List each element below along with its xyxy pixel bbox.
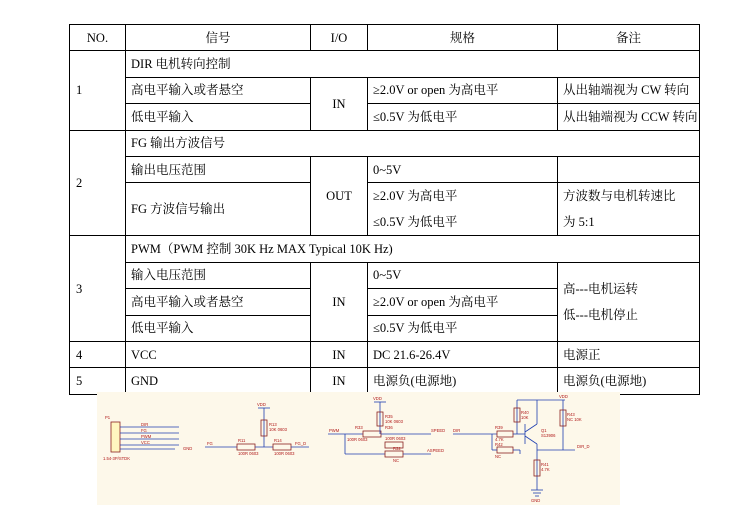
note-cell: 电源负(电源地)	[558, 368, 700, 394]
io-cell: OUT	[311, 156, 368, 235]
note-cell: 从出轴端视为 CCW 转向	[558, 104, 700, 130]
row-number: 2	[70, 130, 126, 236]
resistor-value: NC	[393, 458, 400, 463]
resistor-value: 4.7K	[541, 467, 550, 472]
resistor-value: NC	[495, 454, 502, 459]
table-row	[70, 236, 700, 262]
section-title: PWM（PWM 控制 30K Hz MAX Typical 10K Hz)	[126, 236, 700, 262]
resistor-ref: R32	[393, 446, 401, 451]
resistor-value: 4.7K	[495, 437, 504, 442]
table-row	[70, 368, 700, 394]
table-row	[70, 156, 700, 182]
resistor-r36	[385, 451, 403, 457]
section-title: FG 输出方波信号	[126, 130, 700, 156]
spec-cell: ≤0.5V 为低电平	[368, 104, 558, 130]
note-line: 低---电机停止	[563, 307, 638, 322]
resistor-ref: R39	[495, 425, 503, 430]
signal-cell: 高电平输入或者悬空	[126, 289, 311, 315]
signal-spec-table-wrapper	[69, 24, 699, 395]
resistor-value: 100R 0603	[385, 436, 406, 441]
net-label-fg-d: FG_D	[295, 441, 307, 446]
resistor-ref: R14	[274, 438, 282, 443]
vdd-label: VDD	[373, 396, 382, 401]
note-cell	[558, 156, 700, 182]
circuit-schematic	[97, 392, 620, 505]
resistor-value: 100R 0603	[274, 451, 295, 456]
row-number: 4	[70, 341, 126, 367]
header-io: I/O	[311, 25, 368, 51]
signal-cell: GND	[126, 368, 311, 394]
resistor-value: 100R 0603	[347, 437, 368, 442]
table-row	[70, 77, 700, 103]
note-line: 方波数与电机转速比	[563, 189, 676, 204]
row-number: 1	[70, 51, 126, 130]
io-cell: IN	[311, 341, 368, 367]
net-label-fg: FG	[207, 441, 213, 446]
header-signal: 信号	[126, 25, 311, 51]
net-label-dir-d: DIR_D	[577, 444, 590, 449]
resistor-r14	[273, 444, 291, 450]
resistor-r42	[497, 447, 513, 453]
table-row	[70, 183, 700, 236]
table-row	[70, 51, 700, 77]
connector-pin-label: DIR	[141, 422, 149, 427]
table-row	[70, 104, 700, 130]
connector-pin-label: PWM	[141, 434, 152, 439]
signal-cell: 输入电压范围	[126, 262, 311, 288]
spec-line: ≤0.5V 为低电平	[373, 215, 458, 230]
io-cell: IN	[311, 262, 368, 341]
net-label-pwm: PWM	[329, 428, 340, 433]
note-cell	[558, 183, 700, 236]
connector-pin-label: FG	[141, 428, 147, 433]
table-header-row	[70, 25, 700, 51]
note-cell	[558, 262, 700, 341]
note-cell: 从出轴端视为 CW 转向	[558, 77, 700, 103]
resistor-ref: R43	[567, 412, 575, 417]
resistor-value: 10K	[521, 415, 529, 420]
resistor-value: 10K 0603	[269, 427, 287, 432]
vdd-label: VDD	[559, 394, 568, 399]
transistor-ref: Q1	[541, 428, 547, 433]
spec-cell: ≥2.0V or open 为高电平	[368, 77, 558, 103]
resistor-ref: R41	[541, 462, 549, 467]
row-number: 3	[70, 236, 126, 342]
note-cell: 电源正	[558, 341, 700, 367]
gnd-label: GND	[183, 446, 193, 451]
spec-cell: 0~5V	[368, 156, 558, 182]
table-row	[70, 130, 700, 156]
connector-ref: P1	[105, 415, 111, 420]
signal-cell: VCC	[126, 341, 311, 367]
spec-cell: DC 21.6-26.4V	[368, 341, 558, 367]
resistor-value: 100R 0603	[238, 451, 259, 456]
note-line: 高---电机运转	[563, 281, 638, 296]
signal-spec-table	[69, 24, 700, 395]
resistor-ref: R42	[495, 442, 503, 447]
resistor-ref: R13	[269, 422, 277, 427]
spec-cell: 电源负(电源地)	[368, 368, 558, 394]
connector-pin-label: VCC	[141, 440, 150, 445]
resistor-value: 10K 0603	[385, 419, 403, 424]
resistor-ref: R33	[355, 425, 363, 430]
vdd-label: VDD	[257, 402, 266, 407]
spec-cell: ≤0.5V 为低电平	[368, 315, 558, 341]
header-no: NO.	[70, 25, 126, 51]
connector-body	[111, 422, 120, 452]
signal-cell: FG 方波信号输出	[126, 183, 311, 236]
resistor-ref: R36	[385, 425, 393, 430]
table-row	[70, 262, 700, 288]
signal-cell: 高电平输入或者悬空	[126, 77, 311, 103]
spec-line: ≥2.0V 为高电平	[373, 189, 458, 204]
note-line: 为 5:1	[563, 215, 595, 230]
io-cell: IN	[311, 77, 368, 130]
table-row	[70, 341, 700, 367]
io-cell: IN	[311, 368, 368, 394]
gnd-label: GND	[531, 498, 541, 503]
resistor-ref: R11	[238, 438, 246, 443]
net-label-aspeed: ASPEED	[427, 448, 444, 453]
net-label-dir: DIR	[453, 428, 461, 433]
spec-cell	[368, 183, 558, 236]
schematic-svg	[97, 392, 620, 505]
connector-part: 1.54-3P/STDK	[103, 456, 130, 461]
signal-cell: 输出电压范围	[126, 156, 311, 182]
section-title: DIR 电机转向控制	[126, 51, 700, 77]
header-note: 备注	[558, 25, 700, 51]
header-spec: 规格	[368, 25, 558, 51]
resistor-ref: R35	[385, 414, 393, 419]
spec-cell: ≥2.0V or open 为高电平	[368, 289, 558, 315]
signal-cell: 低电平输入	[126, 104, 311, 130]
resistor-r11	[237, 444, 255, 450]
signal-cell: 低电平输入	[126, 315, 311, 341]
net-label-speed: SPEED	[431, 428, 446, 433]
transistor-part: S13906	[541, 433, 556, 438]
resistor-ref: R40	[521, 410, 529, 415]
spec-cell: 0~5V	[368, 262, 558, 288]
resistor-value: NC 10K	[567, 417, 582, 422]
row-number: 5	[70, 368, 126, 394]
